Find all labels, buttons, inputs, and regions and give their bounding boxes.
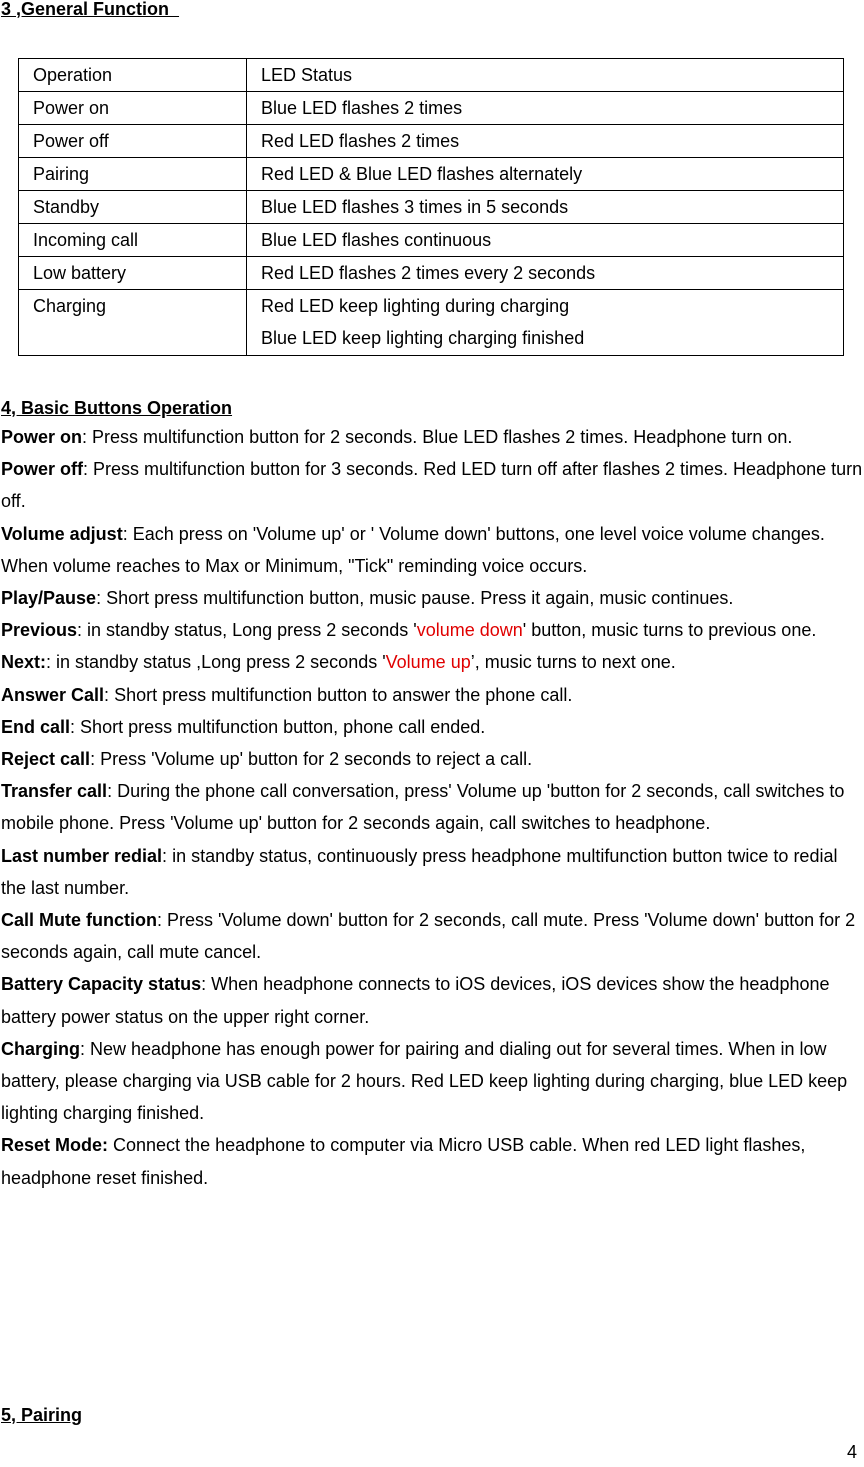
item-label: Battery Capacity status xyxy=(1,974,202,995)
item-sep: : xyxy=(201,974,207,995)
item-label: Charging xyxy=(1,1038,80,1059)
item-text: Press multifunction button for 2 seconds. Blue LED flashes 2 times. Headphone turn on. xyxy=(87,427,793,447)
operation-cell: Charging xyxy=(19,290,247,356)
list-item xyxy=(1,743,864,775)
item-sep: : xyxy=(83,459,89,480)
item-label: Call Mute function xyxy=(1,910,157,931)
list-item xyxy=(1,582,864,614)
item-label: Play/Pause xyxy=(1,588,97,609)
operation-cell: Pairing xyxy=(19,158,247,191)
item-text: ’, music turns to next one. xyxy=(470,652,676,673)
item-text: : in standby status ,Long press 2 seconds ' xyxy=(46,652,386,673)
item-text: Short press multifunction button, phone call ended. xyxy=(75,716,486,737)
status-cell: Blue LED flashes 3 times in 5 seconds xyxy=(247,191,844,224)
item-label: End call xyxy=(1,716,71,737)
status-cell: Blue LED flashes continuous xyxy=(247,224,844,257)
operation-cell: Incoming call xyxy=(19,224,247,257)
operation-cell: Power on xyxy=(19,92,247,125)
table-row xyxy=(19,158,844,191)
status-cell: Red LED flashes 2 times every 2 seconds xyxy=(247,257,844,290)
table-header-row xyxy=(19,59,844,92)
item-sep: : xyxy=(82,427,88,447)
item-text: Press multifunction button for 3 seconds. Red LED turn off after flashes 2 times. Headphone turn off. xyxy=(1,459,863,512)
item-label: Reject call xyxy=(1,749,91,770)
list-item xyxy=(1,968,864,1032)
item-text: When headphone connects to iOS devices, iOS devices show the headphone battery power status on the upper right corner. xyxy=(1,974,830,1027)
item-sep: : xyxy=(122,523,128,544)
list-item-next xyxy=(1,646,864,678)
item-label: Last number redial xyxy=(1,845,163,866)
buttons-operation-list xyxy=(1,421,864,1194)
table-row xyxy=(19,191,844,224)
item-sep: : xyxy=(70,716,76,737)
operation-cell: Standby xyxy=(19,191,247,224)
operation-cell: Low battery xyxy=(19,257,247,290)
table-row-charging xyxy=(19,290,844,356)
list-item xyxy=(1,1129,864,1193)
item-sep: : xyxy=(80,1038,86,1059)
table-row xyxy=(19,92,844,125)
list-item xyxy=(1,1033,864,1130)
item-label: Volume adjust xyxy=(1,523,123,544)
item-text: Press 'Volume up' button for 2 seconds to reject a call. xyxy=(95,749,533,770)
item-text: Each press on 'Volume up' or ' Volume down' buttons, one level voice volume changes. When volume reaches to Max or Minimum, "Tick" reminding voice occurs. xyxy=(1,523,825,576)
item-sep: : xyxy=(96,588,102,609)
item-sep: : xyxy=(162,845,168,866)
section-5-heading: 5, Pairing xyxy=(1,1405,83,1425)
item-text: : in standby status, Long press 2 seconds ' xyxy=(77,620,417,641)
item-label: Power on xyxy=(1,427,83,447)
item-label: Reset Mode: xyxy=(1,1135,109,1156)
list-item xyxy=(1,904,864,968)
operation-cell: Power off xyxy=(19,125,247,158)
list-item xyxy=(1,679,864,711)
item-text: New headphone has enough power for pairing and dialing out for several times. When in low battery, please charging via USB cable for 2 hours. Red LED keep lighting during charging, blue LED keep lighting charging finished. xyxy=(1,1038,848,1124)
item-text: Short press multifunction button to answer the phone call. xyxy=(109,684,573,705)
led-status-table xyxy=(18,58,844,356)
charging-status-line-1: Red LED keep lighting during charging xyxy=(261,296,570,316)
status-cell xyxy=(247,290,844,356)
item-label: Power off xyxy=(1,459,84,480)
item-label: Next: xyxy=(1,652,47,673)
highlight-text: Volume up xyxy=(385,652,471,673)
item-label: Answer Call xyxy=(1,684,105,705)
item-text: During the phone call conversation, press' Volume up 'button for 2 seconds, call switches to mobile phone. Press 'Volume up' button for 2 seconds again, call switches to headphone. xyxy=(1,781,845,834)
status-cell: Red LED & Blue LED flashes alternately xyxy=(247,158,844,191)
item-text: Short press multifunction button, music pause. Press it again, music continues. xyxy=(101,588,734,609)
section-3-heading: 3 ,General Function xyxy=(1,0,180,19)
item-sep: : xyxy=(90,749,96,770)
table-row xyxy=(19,125,844,158)
status-cell: Blue LED flashes 2 times xyxy=(247,92,844,125)
section-4-heading: 4, Basic Buttons Operation xyxy=(1,398,233,418)
table-row xyxy=(19,224,844,257)
list-item xyxy=(1,453,864,517)
item-label: Transfer call xyxy=(1,781,108,802)
item-text: Connect the headphone to computer via Micro USB cable. When red LED light flashes, headphone reset finished. xyxy=(1,1135,806,1188)
item-sep: : xyxy=(107,781,113,802)
item-text: ' button, music turns to previous one. xyxy=(522,620,817,641)
list-item xyxy=(1,840,864,904)
table-row xyxy=(19,257,844,290)
status-cell: Red LED flashes 2 times xyxy=(247,125,844,158)
list-item xyxy=(1,518,864,582)
highlight-text: volume down xyxy=(416,620,523,641)
list-item xyxy=(1,775,864,839)
page-number: 4 xyxy=(846,1442,857,1462)
list-item xyxy=(1,421,864,453)
header-operation: Operation xyxy=(19,59,247,92)
item-text: Press 'Volume down' button for 2 seconds, call mute. Press 'Volume down' button for 2 seconds again, call mute cancel. xyxy=(1,910,856,963)
item-sep: : xyxy=(157,910,163,931)
item-text: in standby status, continuously press headphone multifunction button twice to redial the last number. xyxy=(1,845,838,898)
item-sep: : xyxy=(104,684,110,705)
item-label: Previous xyxy=(1,620,78,641)
list-item xyxy=(1,711,864,743)
header-led-status: LED Status xyxy=(247,59,844,92)
charging-status-line-2: Blue LED keep lighting charging finished xyxy=(261,328,585,348)
list-item-previous xyxy=(1,614,864,646)
